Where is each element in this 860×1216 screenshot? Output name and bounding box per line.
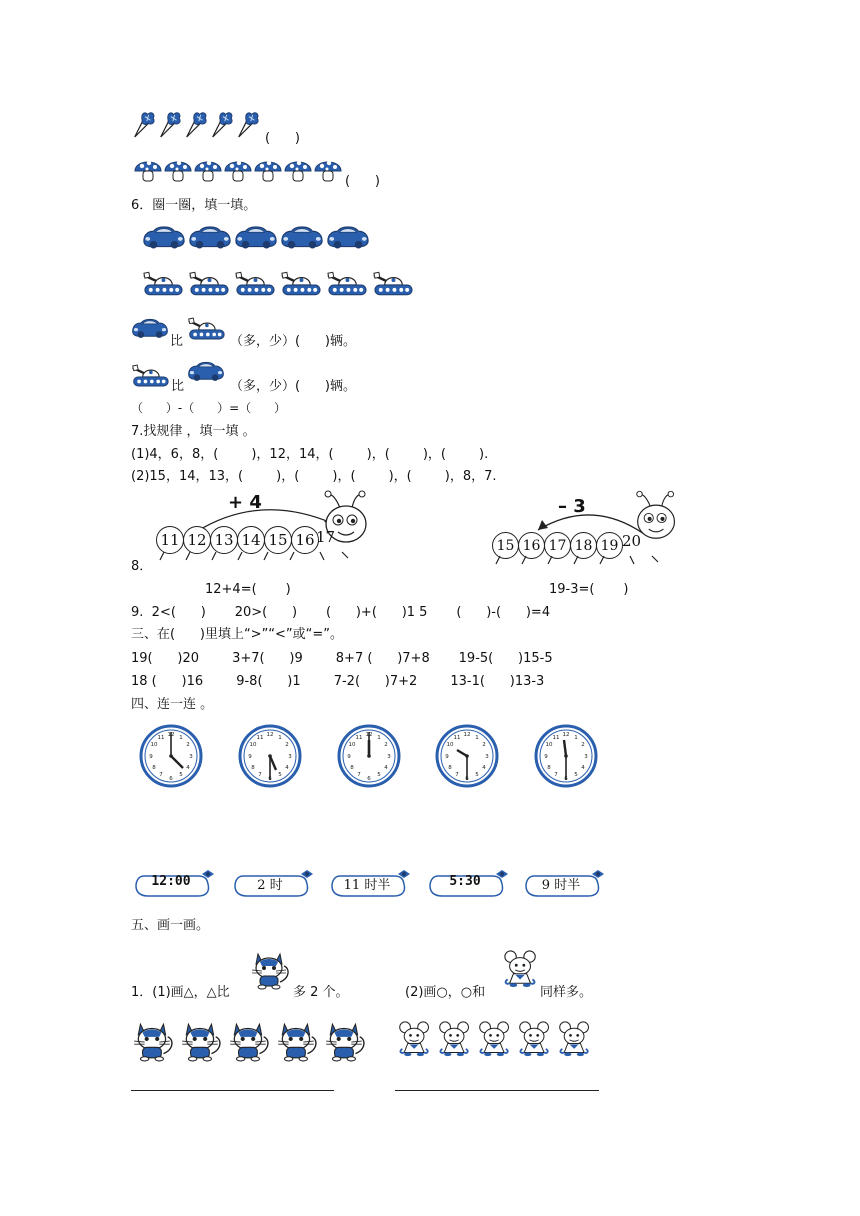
q1b-prefix: (2)画○，○和 — [405, 985, 486, 1000]
number-circle: 12 — [183, 526, 211, 554]
op-label-left: + 4 — [228, 492, 262, 513]
mouse-icon — [517, 1017, 553, 1061]
q8-right-equation: 19-3=( ) — [549, 582, 629, 597]
number-circle: 17 — [544, 532, 571, 559]
tank-icon — [371, 269, 414, 299]
car-icon — [280, 223, 324, 251]
car-icon — [188, 223, 232, 251]
q7-line2: (2)15，14，13，( )，( )，( )，( )，8，7. — [131, 469, 497, 484]
tank-icon — [130, 362, 170, 390]
q1a-prefix: 1．(1)画△，△比 — [131, 985, 230, 1000]
number-circle-head: 20 — [622, 532, 642, 550]
caterpillar-right — [488, 490, 688, 570]
clock-2[interactable] — [238, 724, 302, 788]
number-circle: 18 — [570, 532, 597, 559]
carrot-icon — [235, 108, 261, 140]
mouse-icon — [397, 1017, 433, 1061]
cat-icon — [177, 1018, 225, 1062]
time-label-1[interactable]: 12:00 — [134, 868, 214, 900]
number-circle: 15 — [492, 532, 519, 559]
carrot-icon — [183, 108, 209, 140]
mouse-icon — [477, 1017, 513, 1061]
number-circle: 14 — [237, 526, 265, 554]
q1a-suffix: 多 2 个。 — [293, 985, 349, 1000]
caterpillar-left — [150, 490, 380, 570]
cat-row — [129, 1018, 369, 1062]
tank-icon — [233, 269, 276, 299]
number-circle-head: 17 — [316, 528, 336, 546]
car-icon — [234, 223, 278, 251]
q8-left-equation: 12+4=( ) — [205, 582, 291, 597]
mushroom-row — [133, 155, 343, 183]
q6-title: 6．圈一圈，填一填。 — [131, 198, 257, 213]
cat-icon — [273, 1018, 321, 1062]
mushroom-icon — [133, 155, 163, 183]
clock-3[interactable] — [337, 724, 401, 788]
mushroom-icon — [313, 155, 343, 183]
car-icon — [326, 223, 370, 251]
q7-line1: (1)4，6，8，( )，12，14，( )，( )，( ). — [131, 447, 489, 462]
mouse-icon — [502, 948, 540, 990]
tank-icon — [186, 315, 226, 343]
number-circle: 16 — [518, 532, 545, 559]
number-circle: 13 — [210, 526, 238, 554]
time-label-4[interactable]: 5:30 — [428, 868, 508, 900]
sec3-row1: 19( )20 3+7( )9 8+7 ( )7+8 19-5( )15-5 — [131, 651, 553, 666]
q6-equation: （ ）-（ ）=（ ） — [131, 401, 287, 415]
q8-label: 8． — [131, 559, 153, 574]
cat-icon — [129, 1018, 177, 1062]
mouse-row — [397, 1017, 593, 1061]
car-icon — [142, 223, 186, 251]
carrot-icon — [131, 108, 157, 140]
tank-icon — [187, 269, 230, 299]
compare1-text: （多，少）( )辆。 — [230, 334, 356, 349]
carrot-answer-blank[interactable]: ( ) — [265, 131, 300, 146]
mushroom-icon — [163, 155, 193, 183]
draw-answer-line-left[interactable] — [131, 1090, 334, 1091]
mouse-icon — [557, 1017, 593, 1061]
mushroom-icon — [193, 155, 223, 183]
compare2-bi: 比 — [171, 379, 185, 394]
tank-row — [141, 269, 414, 299]
caterpillar-legs — [490, 554, 670, 568]
time-label-2[interactable]: 2 时 — [233, 868, 313, 900]
car-icon — [131, 316, 169, 340]
op-label-right: – 3 — [558, 496, 586, 517]
car-icon — [187, 359, 225, 383]
carrot-icon — [209, 108, 235, 140]
sec3-row2: 18 ( )16 9-8( )1 7-2( )7+2 13-1( )13-3 — [131, 674, 545, 689]
mushroom-icon — [253, 155, 283, 183]
number-circle: 11 — [156, 526, 184, 554]
sec3-title: 三、在( )里填上“>”“<”或“=”。 — [131, 627, 344, 642]
mushroom-answer-blank[interactable]: ( ) — [345, 174, 380, 189]
mouse-icon — [437, 1017, 473, 1061]
carrot-row — [131, 108, 261, 140]
tank-icon — [141, 269, 184, 299]
clock-1[interactable] — [139, 724, 203, 788]
car-row — [142, 223, 370, 251]
q9-line: 9. 2<( ) 20>( ) ( )+( )1 5 ( )-( )=4 — [131, 605, 551, 620]
sec5-title: 五、画一画。 — [131, 918, 210, 933]
cat-icon — [321, 1018, 369, 1062]
mushroom-icon — [223, 155, 253, 183]
number-circle: 16 — [291, 526, 319, 554]
compare2-text: （多，少）( )辆。 — [230, 379, 356, 394]
draw-answer-line-right[interactable] — [395, 1090, 599, 1091]
time-label-5[interactable]: 9 时半 — [524, 868, 604, 900]
number-circle: 19 — [596, 532, 623, 559]
cat-icon — [250, 948, 290, 990]
q7-title: 7.找规律 ，填一填 。 — [131, 424, 256, 439]
carrot-icon — [157, 108, 183, 140]
tank-icon — [279, 269, 322, 299]
tank-icon — [325, 269, 368, 299]
mushroom-icon — [283, 155, 313, 183]
q1b-suffix: 同样多。 — [540, 985, 593, 1000]
number-circle: 15 — [264, 526, 292, 554]
cat-icon — [225, 1018, 273, 1062]
sec4-title: 四、连一连 。 — [131, 697, 214, 712]
caterpillar-legs — [154, 550, 354, 564]
compare1-bi: 比 — [170, 334, 184, 349]
time-label-3[interactable]: 11 时半 — [330, 868, 410, 900]
clock-5[interactable] — [534, 724, 598, 788]
clock-4[interactable] — [435, 724, 499, 788]
